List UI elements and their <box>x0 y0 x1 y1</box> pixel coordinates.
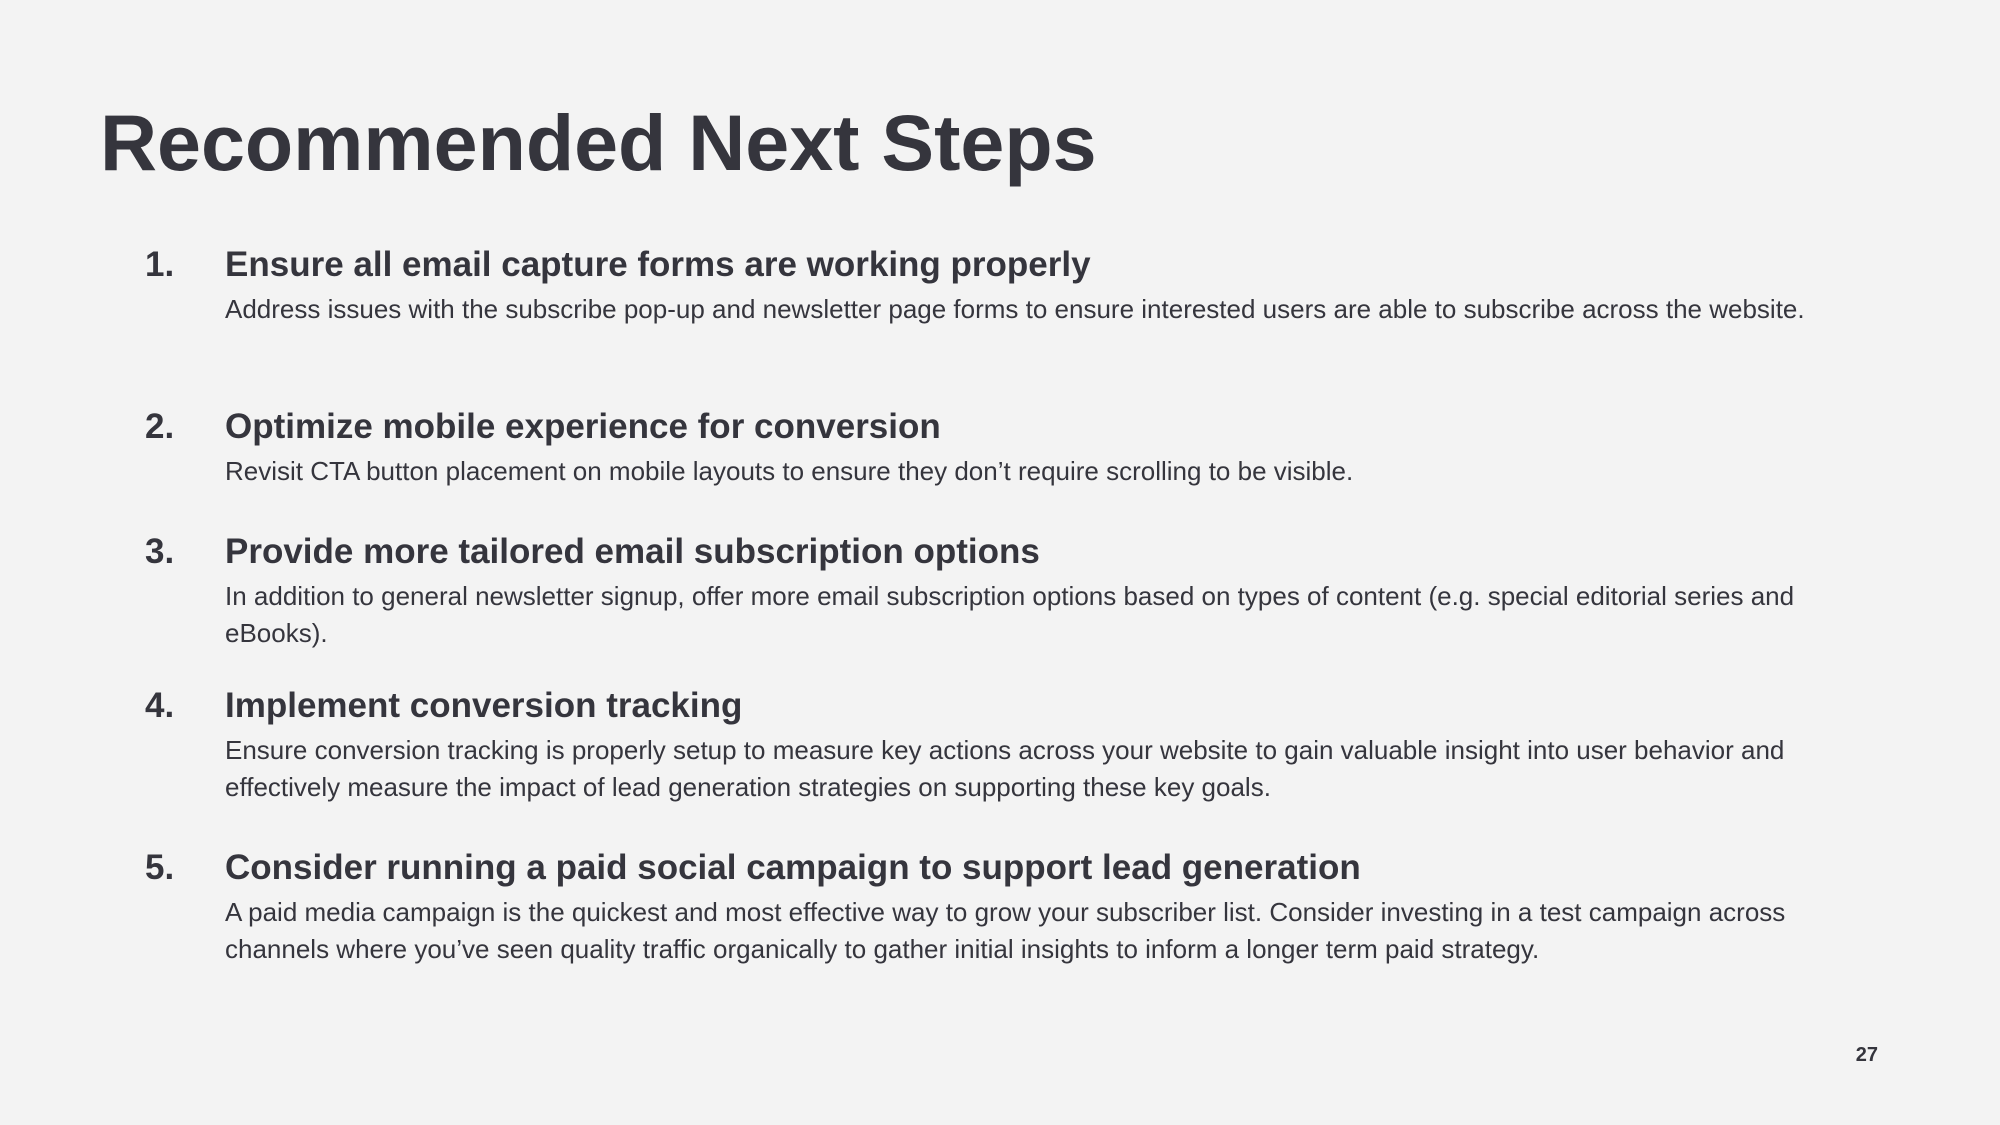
page-number: 27 <box>1855 1044 1878 1066</box>
step-description: Ensure conversion tracking is properly setup to measure key actions across your website to gain valuable insight into user behavior and effectively measure the impact of lead generation strategies on supporting these key goals. <box>225 735 1785 802</box>
step-heading: Optimize mobile experience for conversion <box>225 407 941 446</box>
step-description: In addition to general newsletter signup, offer more email subscription options based on types of content (e.g. special editorial series and eBooks). <box>225 581 1795 648</box>
step-description: Address issues with the subscribe pop-up and newsletter page forms to ensure interested users are able to subscribe across the website. <box>225 294 1805 324</box>
slide-title: Recommended Next Steps <box>100 98 1097 187</box>
step-number: 3. <box>145 532 175 571</box>
step-heading: Consider running a paid social campaign to support lead generation <box>225 848 1361 887</box>
step-number: 2. <box>145 407 175 446</box>
step-heading: Implement conversion tracking <box>225 686 743 725</box>
step-heading: Ensure all email capture forms are working properly <box>225 245 1091 284</box>
step-description: A paid media campaign is the quickest and most effective way to grow your subscriber list. Consider investing in a test campaign across channels where you’ve seen quality traffic organically to gather initial insights to inform a longer term paid strategy. <box>225 897 1786 964</box>
step-heading: Provide more tailored email subscription options <box>225 532 1040 571</box>
step-description: Revisit CTA button placement on mobile layouts to ensure they don’t require scrolling to be visible. <box>225 456 1354 486</box>
step-number: 4. <box>145 686 175 725</box>
step-number: 1. <box>145 245 175 284</box>
step-number: 5. <box>145 848 175 887</box>
